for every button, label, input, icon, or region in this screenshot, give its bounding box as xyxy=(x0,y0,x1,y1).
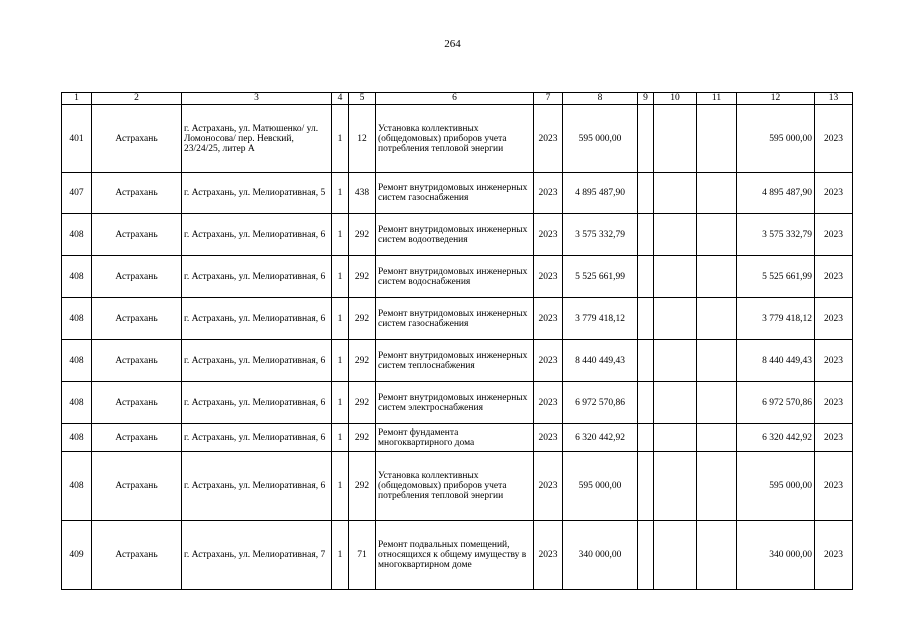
column-number: 11 xyxy=(697,93,737,105)
total-cost-cell: 3 779 418,12 xyxy=(737,298,815,340)
column-number: 10 xyxy=(654,93,697,105)
column-number: 8 xyxy=(563,93,638,105)
work-type-cell: Установка коллективных (общедомовых) приборов учета потребления тепловой энергии xyxy=(376,452,534,521)
row-number: 407 xyxy=(62,173,92,214)
empty-cell xyxy=(654,256,697,298)
empty-cell xyxy=(654,105,697,173)
address-cell: г. Астрахань, ул. Мелиоративная, 6 xyxy=(182,424,332,452)
completion-year-cell: 2023 xyxy=(815,424,853,452)
table-row xyxy=(62,340,853,382)
municipality-cell: Астрахань xyxy=(92,173,182,214)
row-number: 409 xyxy=(62,521,92,590)
year-cell: 2023 xyxy=(534,521,563,590)
cost-cell: 6 320 442,92 xyxy=(563,424,638,452)
empty-cell xyxy=(697,256,737,298)
year-cell: 2023 xyxy=(534,382,563,424)
completion-year-cell: 2023 xyxy=(815,173,853,214)
empty-cell xyxy=(638,521,654,590)
municipality-cell: Астрахань xyxy=(92,256,182,298)
code-cell: 292 xyxy=(349,424,376,452)
cost-cell: 6 972 570,86 xyxy=(563,382,638,424)
empty-cell xyxy=(654,173,697,214)
column-number: 4 xyxy=(332,93,349,105)
empty-cell xyxy=(638,340,654,382)
municipality-cell: Астрахань xyxy=(92,452,182,521)
address-cell: г. Астрахань, ул. Мелиоративная, 6 xyxy=(182,256,332,298)
year-cell: 2023 xyxy=(534,105,563,173)
address-cell: г. Астрахань, ул. Мелиоративная, 6 xyxy=(182,452,332,521)
code-cell: 292 xyxy=(349,452,376,521)
empty-cell xyxy=(638,382,654,424)
cost-cell: 4 895 487,90 xyxy=(563,173,638,214)
empty-cell xyxy=(638,452,654,521)
table-row xyxy=(62,298,853,340)
empty-cell xyxy=(697,452,737,521)
table-row xyxy=(62,382,853,424)
total-cost-cell: 6 972 570,86 xyxy=(737,382,815,424)
empty-cell xyxy=(697,521,737,590)
work-type-cell: Ремонт внутридомовых инженерных систем газоснабжения xyxy=(376,173,534,214)
municipality-cell: Астрахань xyxy=(92,382,182,424)
empty-cell xyxy=(697,105,737,173)
code-cell: 292 xyxy=(349,214,376,256)
work-type-cell: Установка коллективных (общедомовых) приборов учета потребления тепловой энергии xyxy=(376,105,534,173)
cost-cell: 595 000,00 xyxy=(563,452,638,521)
count-cell: 1 xyxy=(332,340,349,382)
column-number: 7 xyxy=(534,93,563,105)
page-number: 264 xyxy=(444,38,461,50)
table-body xyxy=(62,105,853,590)
column-number: 12 xyxy=(737,93,815,105)
completion-year-cell: 2023 xyxy=(815,214,853,256)
count-cell: 1 xyxy=(332,382,349,424)
count-cell: 1 xyxy=(332,105,349,173)
year-cell: 2023 xyxy=(534,214,563,256)
code-cell: 292 xyxy=(349,382,376,424)
cost-cell: 3 779 418,12 xyxy=(563,298,638,340)
empty-cell xyxy=(638,173,654,214)
work-type-cell: Ремонт внутридомовых инженерных систем водоснабжения xyxy=(376,256,534,298)
row-number: 408 xyxy=(62,424,92,452)
year-cell: 2023 xyxy=(534,452,563,521)
cost-cell: 340 000,00 xyxy=(563,521,638,590)
municipality-cell: Астрахань xyxy=(92,105,182,173)
address-cell: г. Астрахань, ул. Мелиоративная, 5 xyxy=(182,173,332,214)
table-row xyxy=(62,214,853,256)
count-cell: 1 xyxy=(332,452,349,521)
count-cell: 1 xyxy=(332,214,349,256)
row-number: 408 xyxy=(62,256,92,298)
code-cell: 12 xyxy=(349,105,376,173)
work-type-cell: Ремонт внутридомовых инженерных систем теплоснабжения xyxy=(376,340,534,382)
year-cell: 2023 xyxy=(534,298,563,340)
count-cell: 1 xyxy=(332,298,349,340)
address-cell: г. Астрахань, ул. Мелиоративная, 6 xyxy=(182,214,332,256)
code-cell: 438 xyxy=(349,173,376,214)
address-cell: г. Астрахань, ул. Мелиоративная, 6 xyxy=(182,298,332,340)
work-type-cell: Ремонт внутридомовых инженерных систем электроснабжения xyxy=(376,382,534,424)
completion-year-cell: 2023 xyxy=(815,340,853,382)
table-row xyxy=(62,452,853,521)
year-cell: 2023 xyxy=(534,256,563,298)
count-cell: 1 xyxy=(332,424,349,452)
column-number: 6 xyxy=(376,93,534,105)
table-row xyxy=(62,256,853,298)
total-cost-cell: 8 440 449,43 xyxy=(737,340,815,382)
code-cell: 292 xyxy=(349,256,376,298)
column-number: 5 xyxy=(349,93,376,105)
row-number: 408 xyxy=(62,452,92,521)
total-cost-cell: 340 000,00 xyxy=(737,521,815,590)
repair-program-table xyxy=(61,92,853,590)
cost-cell: 595 000,00 xyxy=(563,105,638,173)
column-number: 3 xyxy=(182,93,332,105)
empty-cell xyxy=(654,382,697,424)
empty-cell xyxy=(697,382,737,424)
table-row xyxy=(62,521,853,590)
completion-year-cell: 2023 xyxy=(815,105,853,173)
empty-cell xyxy=(697,214,737,256)
work-type-cell: Ремонт фундамента многоквартирного дома xyxy=(376,424,534,452)
municipality-cell: Астрахань xyxy=(92,340,182,382)
completion-year-cell: 2023 xyxy=(815,521,853,590)
total-cost-cell: 3 575 332,79 xyxy=(737,214,815,256)
column-number-row xyxy=(62,93,853,105)
table-row xyxy=(62,105,853,173)
empty-cell xyxy=(697,424,737,452)
total-cost-cell: 595 000,00 xyxy=(737,452,815,521)
work-type-cell: Ремонт внутридомовых инженерных систем водоотведения xyxy=(376,214,534,256)
column-number: 13 xyxy=(815,93,853,105)
empty-cell xyxy=(638,256,654,298)
empty-cell xyxy=(654,424,697,452)
municipality-cell: Астрахань xyxy=(92,298,182,340)
address-cell: г. Астрахань, ул. Мелиоративная, 7 xyxy=(182,521,332,590)
completion-year-cell: 2023 xyxy=(815,298,853,340)
table-row xyxy=(62,173,853,214)
empty-cell xyxy=(638,105,654,173)
completion-year-cell: 2023 xyxy=(815,256,853,298)
cost-cell: 3 575 332,79 xyxy=(563,214,638,256)
year-cell: 2023 xyxy=(534,173,563,214)
empty-cell xyxy=(697,298,737,340)
code-cell: 71 xyxy=(349,521,376,590)
address-cell: г. Астрахань, ул. Мелиоративная, 6 xyxy=(182,340,332,382)
work-type-cell: Ремонт подвальных помещений, относящихся к общему имуществу в многоквартирном доме xyxy=(376,521,534,590)
year-cell: 2023 xyxy=(534,424,563,452)
empty-cell xyxy=(638,424,654,452)
total-cost-cell: 4 895 487,90 xyxy=(737,173,815,214)
count-cell: 1 xyxy=(332,521,349,590)
row-number: 408 xyxy=(62,298,92,340)
count-cell: 1 xyxy=(332,256,349,298)
empty-cell xyxy=(654,521,697,590)
empty-cell xyxy=(654,340,697,382)
cost-cell: 5 525 661,99 xyxy=(563,256,638,298)
column-number: 1 xyxy=(62,93,92,105)
total-cost-cell: 595 000,00 xyxy=(737,105,815,173)
column-number: 2 xyxy=(92,93,182,105)
municipality-cell: Астрахань xyxy=(92,424,182,452)
row-number: 408 xyxy=(62,382,92,424)
empty-cell xyxy=(638,298,654,340)
municipality-cell: Астрахань xyxy=(92,521,182,590)
count-cell: 1 xyxy=(332,173,349,214)
total-cost-cell: 5 525 661,99 xyxy=(737,256,815,298)
completion-year-cell: 2023 xyxy=(815,452,853,521)
municipality-cell: Астрахань xyxy=(92,214,182,256)
empty-cell xyxy=(697,340,737,382)
cost-cell: 8 440 449,43 xyxy=(563,340,638,382)
code-cell: 292 xyxy=(349,298,376,340)
row-number: 408 xyxy=(62,340,92,382)
address-cell: г. Астрахань, ул. Матюшенко/ ул. Ломоносова/ пер. Невский, 23/24/25, литер А xyxy=(182,105,332,173)
total-cost-cell: 6 320 442,92 xyxy=(737,424,815,452)
row-number: 408 xyxy=(62,214,92,256)
row-number: 401 xyxy=(62,105,92,173)
empty-cell xyxy=(654,214,697,256)
table-row xyxy=(62,424,853,452)
work-type-cell: Ремонт внутридомовых инженерных систем газоснабжения xyxy=(376,298,534,340)
year-cell: 2023 xyxy=(534,340,563,382)
code-cell: 292 xyxy=(349,340,376,382)
empty-cell xyxy=(654,452,697,521)
empty-cell xyxy=(654,298,697,340)
completion-year-cell: 2023 xyxy=(815,382,853,424)
column-number: 9 xyxy=(638,93,654,105)
empty-cell xyxy=(638,214,654,256)
empty-cell xyxy=(697,173,737,214)
address-cell: г. Астрахань, ул. Мелиоративная, 6 xyxy=(182,382,332,424)
